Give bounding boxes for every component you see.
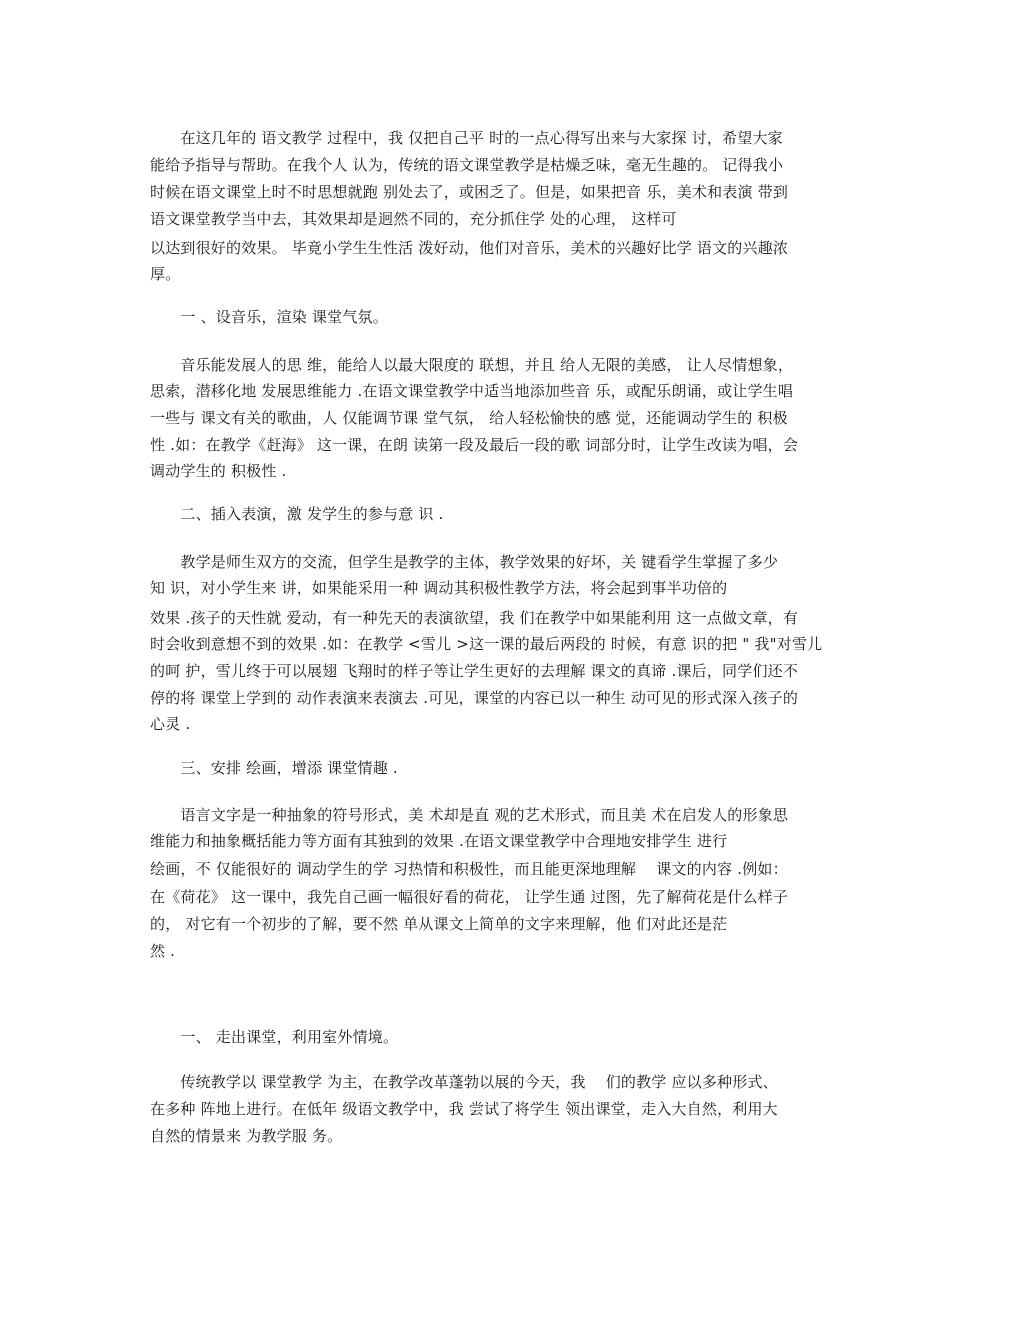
- text-line: 绘画，不 仅能很好的 调动学生的学 习热情和积极性，而且能更深地理解 课文的内容 .例如：: [150, 860, 788, 878]
- text-line: 语文课堂教学当中去，其效果却是迥然不同的，充分抓住学 处的心理， 这样可: [150, 210, 677, 228]
- text-line: 传统教学以 课堂教学 为主，在教学改革蓬勃以展的今天，我 们的教学 应以多种形式、: [150, 1073, 778, 1091]
- text-line: 效果 .孩子的天性就 爱动，有一种先天的表演欲望，我 们在教学中如果能利用 这一点做文章，有: [150, 609, 799, 627]
- text-line: 思索，潜移化地 发展思维能力 .在语文课堂教学中适当地添加些音 乐，或配乐朗诵，或让学生唱: [150, 382, 794, 400]
- text-line: 音乐能发展人的思 维，能给人以最大限度的 联想，并且 给人无限的美感， 让人尽情想象，: [150, 356, 794, 374]
- section-heading: 二、插入表演，激 发学生的参与意 识 .: [150, 505, 444, 523]
- text-line: 的呵 护，雪儿终于可以展翅 飞翔时的样子等让学生更好的去理解 课文的真谛 .课后，同学们还不: [150, 662, 799, 680]
- text-line: 性 .如：在教学《赶海》 这一课，在朗 读第一段及最后一段的歌 词部分时，让学生改读为唱，会: [150, 436, 799, 454]
- text-line: 语言文字是一种抽象的符号形式，美 术却是直 观的艺术形式，而且美 术在启发人的形象思: [150, 806, 789, 824]
- text-line: 一些与 课文有关的歌曲，人 仅能调节课 堂气氛， 给人轻松愉快的感 觉，还能调动学生的 积极: [150, 409, 788, 427]
- section-heading: 一 、设音乐，渲染 课堂气氛。: [150, 308, 388, 326]
- text-line: 心灵 .: [150, 715, 191, 733]
- text-line: 能给予指导与帮助。在我个人 认为，传统的语文课堂教学是枯燥乏味，毫无生趣的。 记得我小: [150, 156, 784, 174]
- text-line: 在这几年的 语文教学 过程中，我 仅把自己平 时的一点心得写出来与大家探 讨，希望大家: [150, 129, 783, 147]
- text-line: 的， 对它有一个初步的了解，要不然 单从课文上简单的文字来理解，他 们对此还是茫: [150, 915, 728, 933]
- text-line: 维能力和抽象概括能力等方面有其独到的效果 .在语文课堂教学中合理地安排学生 进行: [150, 832, 728, 850]
- section-heading: 一、 走出课堂，利用室外情境。: [150, 1028, 399, 1046]
- text-line: 厚。: [150, 265, 181, 283]
- text-line: 自然的情景来 为教学服 务。: [150, 1127, 343, 1145]
- text-line: 教学是师生双方的交流，但学生是教学的主体，教学效果的好坏，关 键看学生掌握了多少: [150, 553, 779, 571]
- text-line: 在《荷花》 这一课中，我先自己画一幅很好看的荷花， 让学生通 过图，先了解荷花是什么样子: [150, 888, 789, 906]
- text-line: 调动学生的 积极性 .: [150, 462, 287, 480]
- text-line: 在多种 阵地上进行。在低年 级语文教学中，我 尝试了将学生 领出课堂，走入大自然，利用大: [150, 1100, 778, 1118]
- text-line: 时候在语文课堂上时不时思想就跑 别处去了，或困乏了。但是，如果把音 乐，美术和表演 带到: [150, 183, 789, 201]
- text-line: 然 .: [150, 942, 176, 960]
- text-line: 以达到很好的效果。 毕竟小学生生性活 泼好动，他们对音乐，美术的兴趣好比学 语文的兴趣浓: [150, 239, 789, 257]
- text-line: 时会收到意想不到的效果 .如：在教学 <雪儿 >这一课的最后两段的 时候，有意 识的把 " 我"对雪儿: [150, 635, 823, 653]
- text-line: 知 识，对小学生来 讲，如果能采用一种 调动其积极性教学方法，将会起到事半功倍的: [150, 579, 728, 597]
- text-line: 停的将 课堂上学到的 动作表演来表演去 .可见，课堂的内容已以一种生 动可见的形式深入孩子的: [150, 689, 799, 707]
- section-heading: 三、安排 绘画，增添 课堂情趣 .: [150, 759, 398, 777]
